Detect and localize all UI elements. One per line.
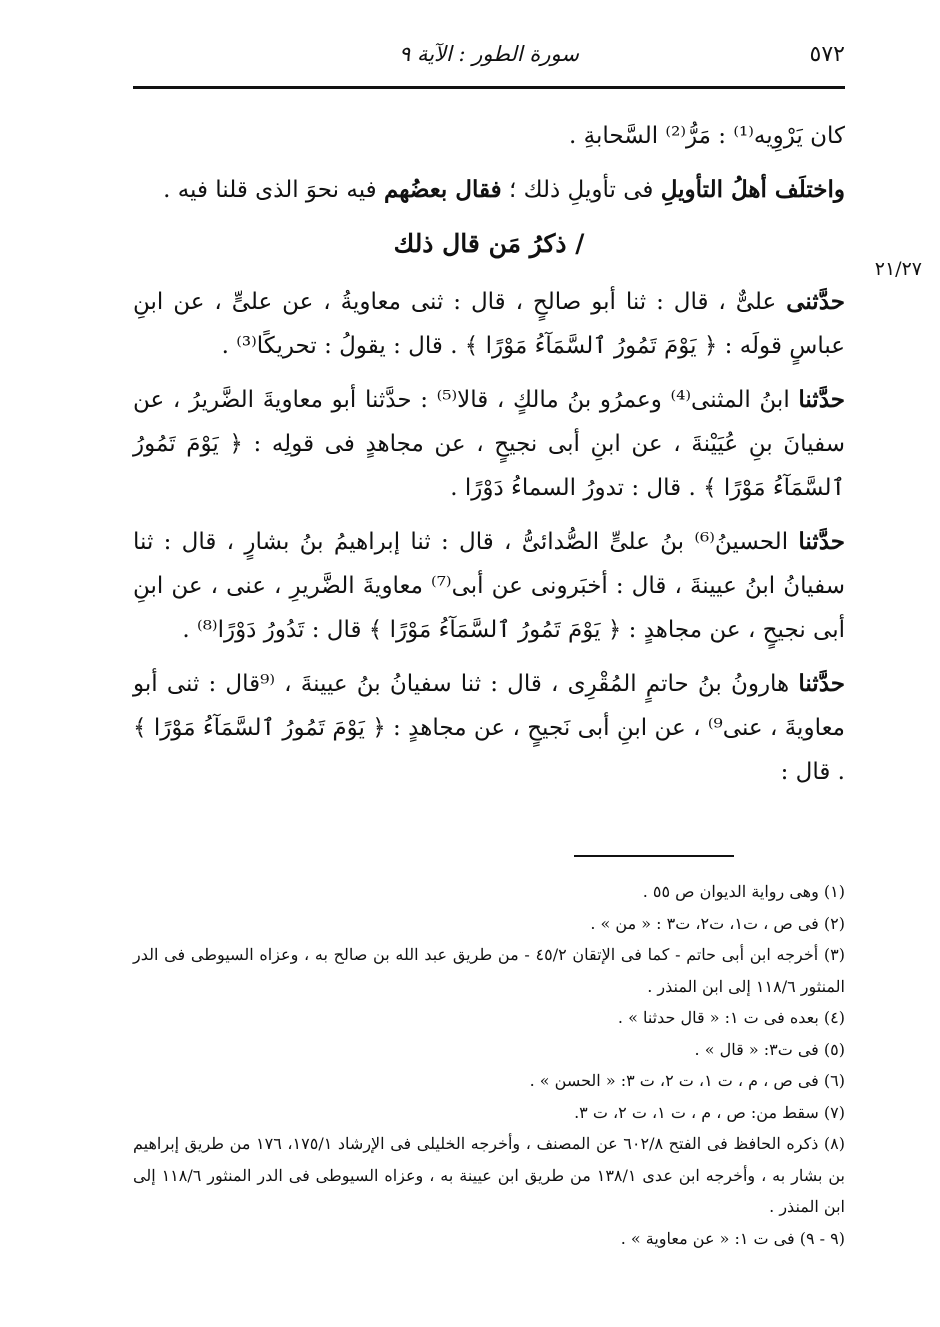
margin-reference: ٢١/٢٧ — [874, 258, 922, 280]
line-text: كان يَرْوِيه⁽¹⁾ : مَرُّ⁽²⁾ السَّحابةِ . — [569, 123, 845, 149]
footnote: (٨) ذكره الحافظ فى الفتح ٦٠٢/٨ عن المصنف ، وأخرجه الخليلى فى الإرشاد ١٧٥/١، ١٧٦ من طريق إبراهيم بن بشار به ، وأخرجه ابن عدى ١٣٨/١ من طريق ابن عيينة به ، وعزاه السيوطى فى الدر المنثور ١١٨/٦ إلى ابن المنذر . — [133, 1134, 846, 1216]
section-heading: / ذكرُ مَن قال ذلك — [393, 229, 585, 258]
page-number: ٥٧٢ — [809, 42, 845, 67]
page-header — [133, 30, 845, 86]
paragraph-lead: حدَّثنا — [798, 386, 845, 413]
line-text: فيه نحوَ الذى قلنا فيه . — [163, 177, 384, 203]
paragraph-lead: حدَّثنى — [786, 288, 845, 315]
text-line — [133, 168, 845, 212]
paragraph — [133, 662, 845, 794]
header-rule — [133, 86, 845, 89]
bold-phrase: فقال بعضُهم — [383, 176, 502, 203]
footnote: (٢) فى ص ، ت١، ت٢، ت٣ : « من » . — [590, 913, 845, 933]
paragraph-text: ابنُ المثنى⁽⁴⁾ وعمرُو بنُ مالكٍ ، قالا⁽⁵⁾ : حدَّثنا أبو معاويةَ الضَّريرُ ، عن سفيانَ بنِ عُيَيْنةَ ، عن ابنِ أبى نجيحٍ ، عن مجاهدٍ فى قولِه : ﴿ يَوْمَ تَمُورُ ٱلسَّمَآءُ مَوْرًا ﴾ . قال : تدورُ السماءُ دَوْرًا . — [133, 387, 845, 501]
footnote: (٤) بعده فى ت ١: « قال حدثنا » . — [617, 1008, 845, 1027]
paragraph-text: هارونُ بنُ حاتمٍ المُقْرِى ، قال : ثنا سفيانُ بنُ عيينةَ ، ⁽⁹قال : ثنى أبو معاويةَ ، عنى⁹⁾ ، عن ابنِ أبى نَجيحٍ ، عن مجاهدٍ : ﴿ يَوْمَ تَمُورُ ٱلسَّمَآءُ مَوْرًا ﴾ . قال : — [133, 671, 845, 785]
text-line — [133, 114, 845, 158]
paragraph — [133, 378, 845, 510]
bold-phrase: واختلَف أهلُ التأويلِ — [660, 176, 845, 203]
paragraph-text: الحسينُ⁽⁶⁾ بنُ علىٍّ الصُّدائىُّ ، قال : ثنا إبراهيمُ بنُ بشارٍ ، قال : ثنا سفيانُ ابنُ عيينةَ ، قال : أخبَرونى عن أبى⁽⁷⁾ معاويةَ الضَّريرِ ، عنى ، عن ابنِ أبى نجيحٍ ، عن مجاهدٍ : ﴿ يَوْمَ تَمُورُ ٱلسَّمَآءُ مَوْرًا ﴾ قال : تَدُورُ دَوْرًا⁽⁸⁾ . — [133, 529, 845, 643]
paragraph-lead: حدَّثنا — [798, 528, 845, 555]
footnote: (٩ - ٩) فى ت ١: « عن معاوية » . — [620, 1228, 845, 1248]
paragraph — [133, 520, 845, 652]
running-title: سورة الطور : الآية ٩ — [398, 42, 579, 66]
footnote: (١) وهى رواية الديوان ص ٥٥ . — [642, 882, 845, 901]
footnotes — [133, 876, 845, 1254]
paragraph-lead: حدَّثنا — [798, 670, 845, 697]
footnote-rule — [574, 855, 734, 857]
footnote: (٦) فى ص ، م ، ت ١، ت ٢، ت ٣: « الحسن » . — [529, 1071, 845, 1090]
footnote: (٧) سقط من: ص ، م ، ت ١، ت ٢، ت ٣. — [574, 1102, 845, 1122]
footnote: (٥) فى ت٣: « قال » . — [694, 1039, 845, 1059]
line-text: فى تأويلِ ذلك ؛ — [501, 177, 661, 203]
main-text — [133, 114, 845, 804]
footnote: (٣) أخرجه ابن أبى حاتم - كما فى الإتقان ٤٥/٢ - من طريق عبد الله بن صالح به ، وعزاه السيوطى فى الدر المنثور ١١٨/٦ إلى ابن المنذر . — [133, 945, 846, 996]
paragraph-text: علىٌّ ، قال : ثنا أبو صالحٍ ، قال : ثنى معاويةُ ، عن علىٍّ ، عن ابنِ عباسٍ قولَه : ﴿ يَوْمَ تَمُورُ ٱلسَّمَآءُ مَوْرًا ﴾ . قال : يقولُ : تحريكًا⁽³⁾ . — [133, 289, 845, 359]
paragraph — [133, 280, 845, 368]
